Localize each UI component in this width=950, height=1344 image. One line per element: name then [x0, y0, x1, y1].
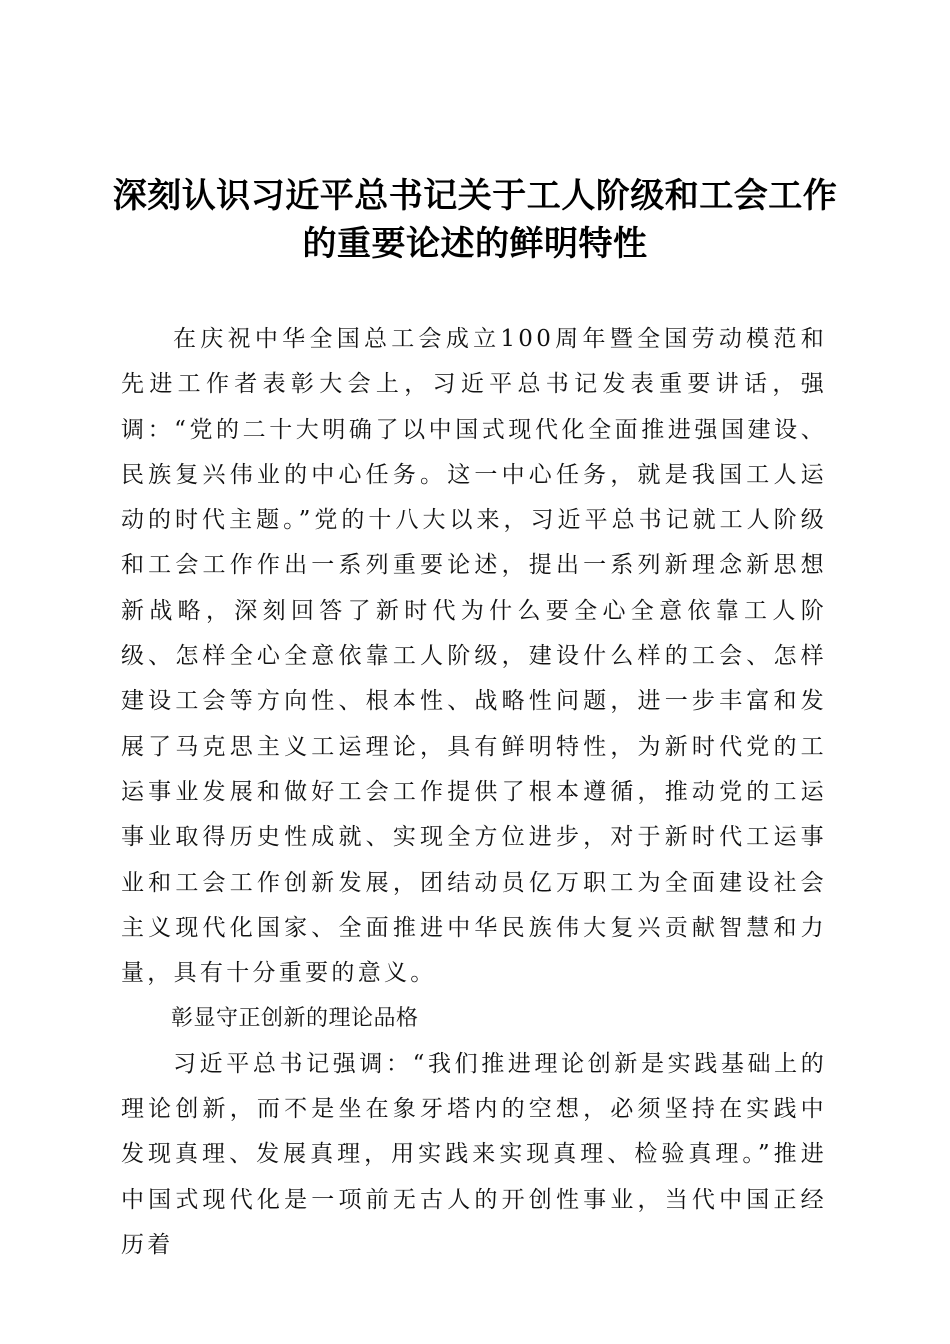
document-title: 深刻认识习近平总书记关于工人阶级和工会工作的重要论述的鲜明特性 — [112, 176, 838, 264]
section-heading: 彰显守正创新的理论品格 — [171, 1006, 419, 1032]
section-paragraph: 习近平总书记强调：“我们推进理论创新是实践基础上的理论创新，而不是坐在象牙塔内的空想，必须坚持在实践中发现真理、发展真理，用实践来实现真理、检验真理。”推进中国式现代化是一项前无古人的开创性事业，当代中国正经历着 — [121, 1050, 827, 1258]
document-body — [121, 317, 827, 1268]
intro-paragraph: 在庆祝中华全国总工会成立100周年暨全国劳动模范和先进工作者表彰大会上，习近平总书记发表重要讲话，强调：“党的二十大明确了以中国式现代化全面推进强国建设、民族复兴伟业的中心任务。这一中心任务，就是我国工人运动的时代主题。”党的十八大以来，习近平总书记就工人阶级和工会工作作出一系列重要论述，提出一系列新理念新思想新战略，深刻回答了新时代为什么要全心全意依靠工人阶级、怎样全心全意依靠工人阶级，建设什么样的工会、怎样建设工会等方向性、根本性、战略性问题，进一步丰富和发展了马克思主义工运理论，具有鲜明特性，为新时代党的工运事业发展和做好工会工作提供了根本遵循，推动党的工运事业取得历史性成就、实现全方位进步，对于新时代工运事业和工会工作创新发展，团结动员亿万职工为全面建设社会主义现代化国家、全面推进中华民族伟大复兴贡献智慧和力量，具有十分重要的意义。 — [121, 326, 827, 987]
